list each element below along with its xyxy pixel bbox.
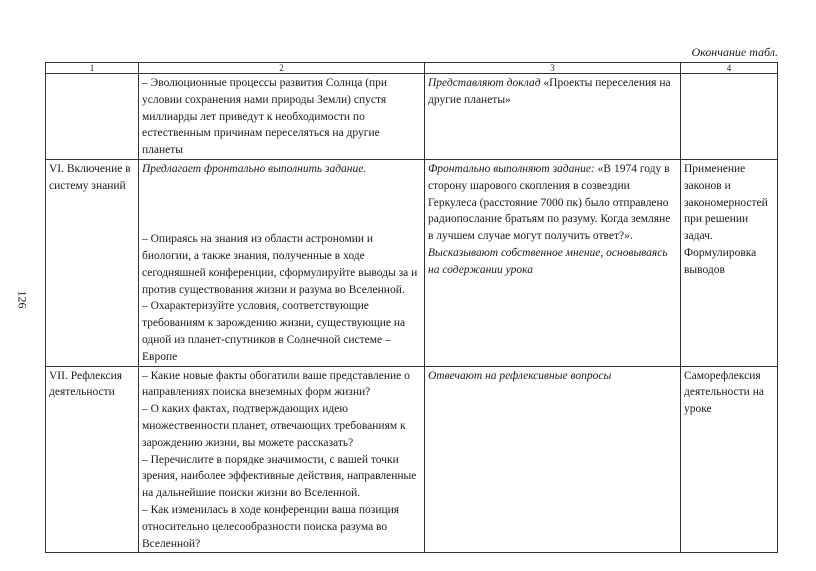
teacher-text: – О каких фактах, подтверждающих идею множественности планет, отвечающих требованиям к зарождению жизни, вы можете рассказать? [142, 403, 406, 449]
teacher-text: – Опираясь на знания из области астрономии и биологии, а также знания, полученные в ходе сегодняшней конференции, сформулируйте выводы за и против существования жизни и разума во Вселенной. [142, 233, 418, 296]
teacher-text: – Эволюционные процессы развития Солнца (при условии сохранения нами природы Земли) спустя миллиарды лет приведут к необходимости по естественным причинам переселяться на другие планеты [142, 77, 388, 157]
teacher-text: – Как изменилась в ходе конференции ваша позиция относительно целесообразности поиска разума во Вселенной? [142, 503, 400, 550]
student-activity-cell [425, 74, 681, 160]
lesson-table [45, 62, 778, 553]
teacher-text: – Охарактеризуйте условия, соответствующие требованиям к зарождению жизни, существующие на одной из планет-спутников в Солнечной системе – Европе [142, 300, 406, 363]
table-row [46, 159, 778, 366]
table-caption: Окончание табл. [691, 45, 778, 59]
student-activity-cell [425, 366, 681, 553]
column-header: 4 [681, 63, 778, 74]
student-italic-tail: Высказывают собственное мнение, основываясь на содержании урока [428, 246, 668, 276]
teacher-text: – Перечислите в порядке значимости, с вашей точки зрения, наиболее эффективные действия, направленные на дальнейшие поиски жизни во Вселенной. [142, 453, 417, 500]
teacher-activity-cell [139, 366, 425, 553]
page-number: 126 [15, 290, 30, 309]
column-header: 2 [139, 63, 425, 74]
teacher-italic-lead: Предлагает фронтально выполнить задание. [142, 162, 367, 175]
stage-cell: VII. Рефлексия деятельности [46, 366, 139, 553]
teacher-text: – Какие новые факты обогатили ваше представление о направлениях поиска внеземных форм жизни? [142, 369, 410, 399]
student-text: «В 1974 году в сторону шарового скопления в созвездии Геркулеса (расстояние 7000 пк) было отправлено радиопослание братьям по разуму. Когда земляне в лучшем случае могут получить ответ?». [428, 162, 671, 243]
student-italic-lead: Фронтально выполняют задание: [428, 162, 595, 175]
student-text: «Проекты переселения на другие планеты» [428, 77, 671, 106]
stage-cell: VI. Включение в систему знаний [46, 159, 139, 366]
outcome-cell: Саморефлексия деятельности на уроке [681, 366, 778, 553]
table-row [46, 74, 778, 160]
teacher-activity-cell [139, 159, 425, 366]
stage-cell [46, 74, 139, 160]
table-header-row [46, 63, 778, 74]
teacher-activity-cell [139, 74, 425, 160]
student-activity-cell [425, 159, 681, 366]
student-italic-lead: Представляют доклад [428, 77, 541, 89]
student-italic-lead: Отвечают на рефлексивные вопросы [428, 369, 612, 382]
outcome-cell [681, 74, 778, 160]
table-row [46, 366, 778, 553]
outcome-cell: Применение законов и закономерностей при решении задач. Формулировка выводов [681, 159, 778, 366]
column-header: 1 [46, 63, 139, 74]
column-header: 3 [425, 63, 681, 74]
